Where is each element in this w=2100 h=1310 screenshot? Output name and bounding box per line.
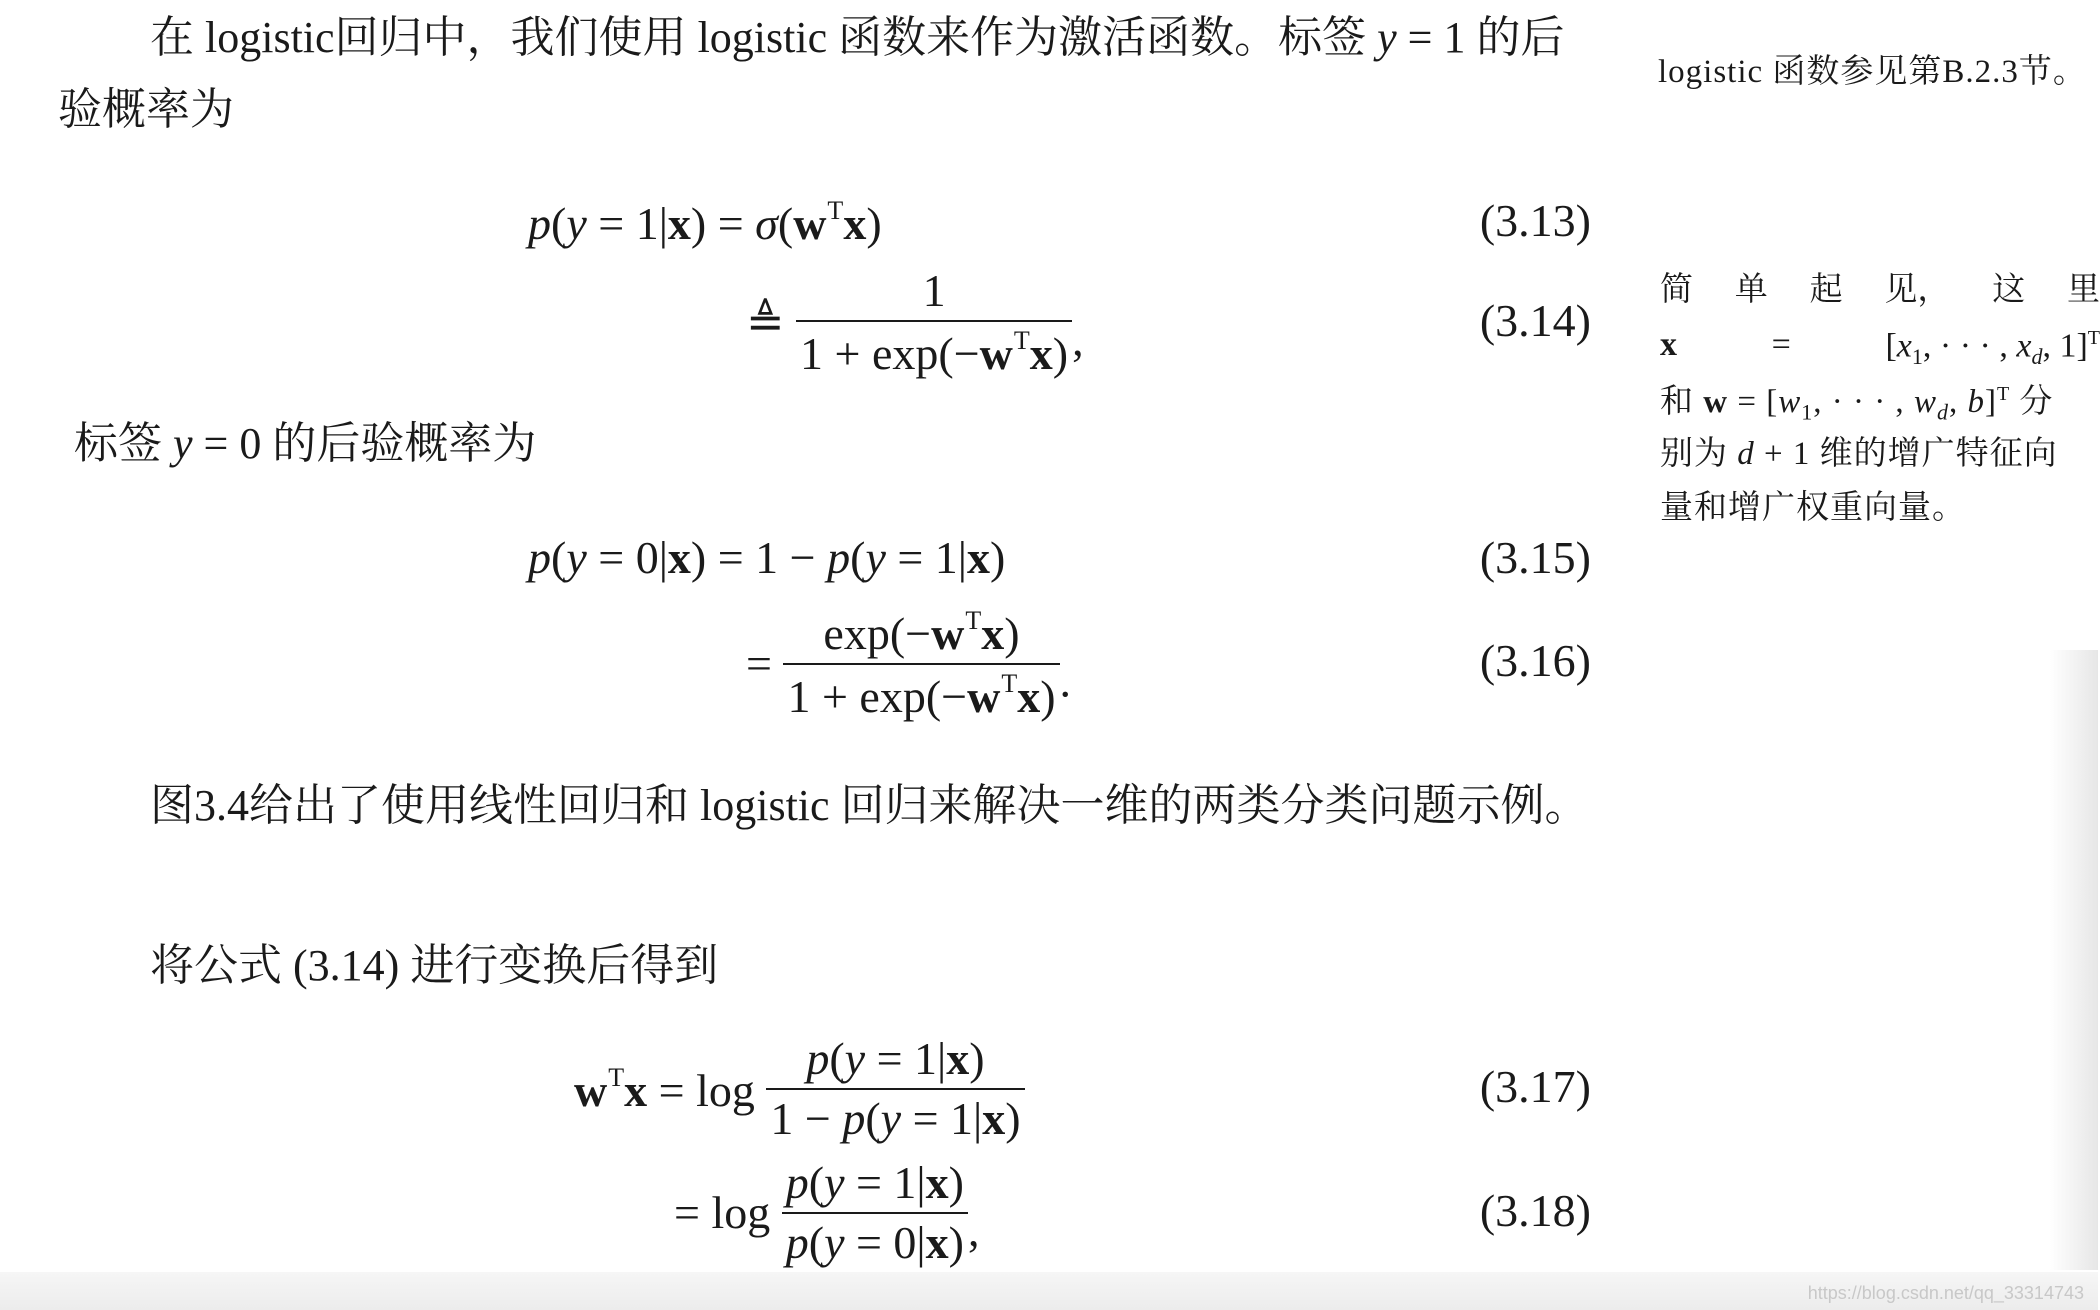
equation-number-3-14: (3.14): [1479, 295, 1591, 346]
equation-3-16: = $\frac{\exp(-w^Tx)}{1 + \exp(-w^Tx)}$ .: [746, 606, 1072, 722]
page-edge-shadow: [2050, 650, 2098, 1270]
sidenote-logistic: logistic 函数参见第B.2.3节。: [1658, 54, 2087, 90]
sidenote-row-2: x = [$x_1$, · · · , $x_d$, 1]$^T$: [1660, 326, 2100, 370]
paragraph-4: 将公式 (3.14) 进行变换后得到: [150, 941, 719, 990]
fraction: $\frac{p(y = 1|x)}{1 - p(y = 1|x)}$: [766, 1036, 1024, 1142]
equation-number-3-18: (3.18): [1479, 1185, 1591, 1236]
equation-number-3-16: (3.16): [1479, 635, 1591, 686]
equation-3-14: ≜ $\frac{1}{1 + \exp(-w^Tx)}$ ,: [746, 265, 1084, 379]
paragraph-2: 标签 y = 0 的后验概率为: [74, 419, 537, 468]
equation-3-15: p(y = 0|x) = 1 − p(y = 1|x): [528, 532, 1006, 583]
watermark: https://blog.csdn.net/qq_33314743: [1807, 1283, 2084, 1303]
sidenote-row-5: 量和增广权重向量。: [1660, 490, 1966, 526]
equation-number-3-17: (3.17): [1479, 1061, 1591, 1112]
sidenote-row-4: 别为 d + 1 维的增广特征向: [1660, 436, 2058, 472]
paragraph-1-line-2: 验概率为: [58, 85, 234, 134]
paragraph-1-line-1: 在 logistic回归中，我们使用 logistic 函数来作为激活函数。标签 y = 1 的后: [150, 13, 1565, 62]
equation-number-3-15: (3.15): [1479, 532, 1591, 583]
equation-number-3-13: (3.13): [1479, 195, 1591, 246]
fraction: $\frac{\exp(-w^Tx)}{1 + \exp(-w^Tx)}$: [783, 608, 1059, 720]
fraction: $\frac{p(y = 1|x)}{p(y = 0|x)}$: [782, 1160, 968, 1266]
fraction: $\frac{1}{1 + \exp(-w^Tx)}$: [796, 268, 1072, 377]
paragraph-3: 图3.4给出了使用线性回归和 logistic 回归来解决一维的两类分类问题示例。: [150, 781, 1589, 830]
equation-3-18: = log $\frac{p(y = 1|x)}{p(y = 0|x)}$ ,: [674, 1157, 980, 1268]
equation-3-17: $w^Tx = \log$ $\frac{p(y = 1|x)}{1 - p(y = 1|x)}$: [574, 1036, 1025, 1142]
bottom-strip: [0, 1272, 2098, 1310]
sidenote-row-3: 和 $w = [w_1$, · · · , $w_d$, b]$^T$ 分: [1660, 383, 2054, 425]
sidenote-row-1: 简 单 起 见， 这 里: [1660, 269, 2100, 308]
equation-3-13: $p(y = 1|x) = \sigma(w^Tx)$: [528, 196, 882, 249]
